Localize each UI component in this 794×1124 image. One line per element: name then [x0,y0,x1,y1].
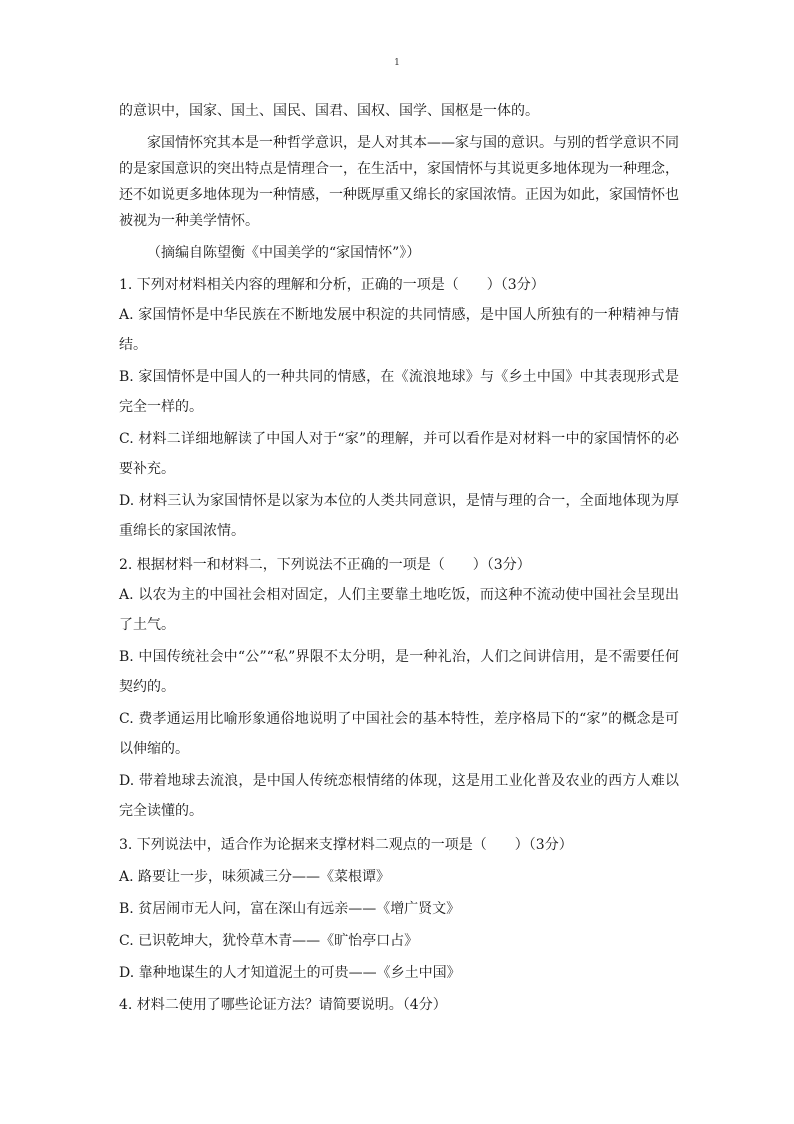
page-number: 1 [394,58,400,68]
question-3-option-c: C. 已识乾坤大，犹怜草木青——《旷怡亭口占》 [119,933,419,949]
question-2-option-c: C. 费孝通运用比喻形象通俗地说明了中国社会的基本特性，差序格局下的“家”的概念是可以伸缩的。 [119,711,679,757]
question-3-stem: 3. 下列说法中，适合作为论据来支撑材料二观点的一项是（ ）（3分） [119,837,573,853]
passage-paragraph-1: 的意识中，国家、国土、国民、国君、国权、国学、国枢是一体的。 [119,103,539,119]
page-content [119,98,679,1018]
question-3-option-a: A. 路要让一步，味须减三分——《菜根谭》 [119,869,391,885]
question-1-option-d: D. 材料三认为家国情怀是以家为本位的人类共同意识，是情与理的合一，全面地体现为厚重绵长的家国浓情。 [119,493,679,539]
question-2-option-a: A. 以农为主的中国社会相对固定，人们主要靠土地吃饭，而这种不流动使中国社会呈现出了土气。 [119,587,679,633]
question-3-option-d: D. 靠种地谋生的人才知道泥土的可贵——《乡土中国》 [119,965,461,981]
question-3-option-b: B. 贫居闹市无人问，富在深山有远亲——《增广贤文》 [119,901,461,917]
question-4-stem: 4. 材料二使用了哪些论证方法？请简要说明。（4分） [119,997,447,1013]
question-1-option-a: A. 家国情怀是中华民族在不断地发展中积淀的共同情感，是中国人所独有的一种精神与情结。 [119,307,679,353]
question-1-option-b: B. 家国情怀是中国人的一种共同的情感，在《流浪地球》与《乡土中国》中其表现形式是完全一样的。 [119,369,679,415]
passage-paragraph-2: 家国情怀究其本是一种哲学意识，是人对其本——家与国的意识。与别的哲学意识不同的是家国意识的突出特点是情理合一，在生活中，家国情怀与其说更多地体现为一种理念，还不如说更多地体现为一种情感，一种既厚重又绵长的家国浓情。正因为如此，家国情怀也被视为一种美学情怀。 [119,135,679,229]
question-1-option-c: C. 材料二详细地解读了中国人对于“家”的理解，并可以看作是对材料一中的家国情怀的必要补充。 [119,431,679,477]
question-2-option-b: B. 中国传统社会中“公”“私”界限不太分明，是一种礼治，人们之间讲信用，是不需要任何契约的。 [119,649,679,695]
passage-source: （摘编自陈望衡《中国美学的“家国情怀”》） [147,245,421,261]
question-1-stem: 1. 下列对材料相关内容的理解和分析，正确的一项是（ ）（3分） [119,277,545,293]
question-2-option-d: D. 带着地球去流浪，是中国人传统恋根情绪的体现，这是用工业化普及农业的西方人难以完全读懂的。 [119,773,679,819]
question-2-stem: 2. 根据材料一和材料二，下列说法不正确的一项是（ ）（3分） [119,557,531,573]
